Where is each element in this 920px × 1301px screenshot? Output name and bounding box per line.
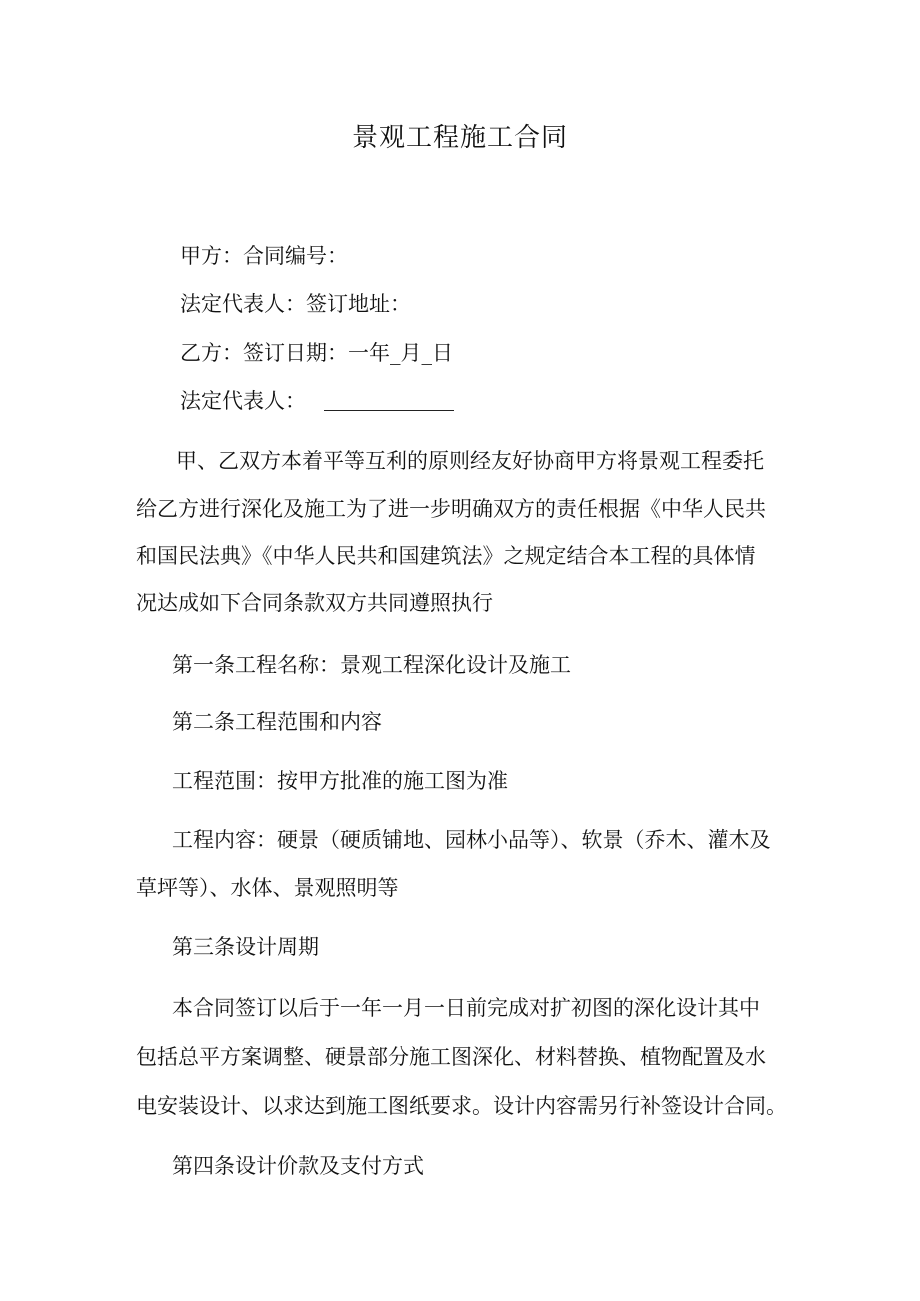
- article-2-content-2: 草坪等）、水体、景观照明等: [136, 876, 399, 900]
- legal-rep-line-1: 法定代表人：签订地址：: [180, 292, 411, 316]
- party-b-line: 乙方：签订日期：一年_月_日: [180, 341, 453, 365]
- article-1: 第一条工程名称：景观工程深化设计及施工: [172, 653, 571, 677]
- legal-rep-label: 法定代表人：: [180, 389, 306, 413]
- article-3-heading: 第三条设计周期: [172, 935, 319, 959]
- article-3-line-3: 电安装设计、以求达到施工图纸要求。设计内容需另行补签设计合同。: [136, 1094, 787, 1118]
- intro-line-2: 给乙方进行深化及施工为了进一步明确双方的责任根据《中华人民共: [136, 497, 766, 521]
- article-2-content-1: 工程内容：硬景（硬质铺地、园林小品等）、软景（乔木、灌木及: [172, 828, 771, 852]
- party-a-line: 甲方：合同编号：: [180, 244, 348, 268]
- article-3-line-2: 包括总平方案调整、硬景部分施工图深化、材料替换、植物配置及水: [136, 1045, 766, 1069]
- signature-blank: [324, 388, 454, 411]
- intro-line-3: 和国民法典》《中华人民共和国建筑法》之规定结合本工程的具体情: [136, 544, 756, 568]
- article-2-scope: 工程范围：按甲方批准的施工图为准: [172, 769, 508, 793]
- article-4-heading: 第四条设计价款及支付方式: [172, 1154, 424, 1178]
- article-2-heading: 第二条工程范围和内容: [172, 710, 382, 734]
- intro-line-4: 况达成如下合同条款双方共同遵照执行: [136, 591, 493, 615]
- intro-line-1: 甲、乙双方本着平等互利的原则经友好协商甲方将景观工程委托: [176, 449, 764, 473]
- document-title: 景观工程施工合同: [351, 123, 568, 153]
- article-3-line-1: 本合同签订以后于一年一月一日前完成对扩初图的深化设计其中: [172, 996, 760, 1020]
- legal-rep-line-2: [180, 386, 454, 416]
